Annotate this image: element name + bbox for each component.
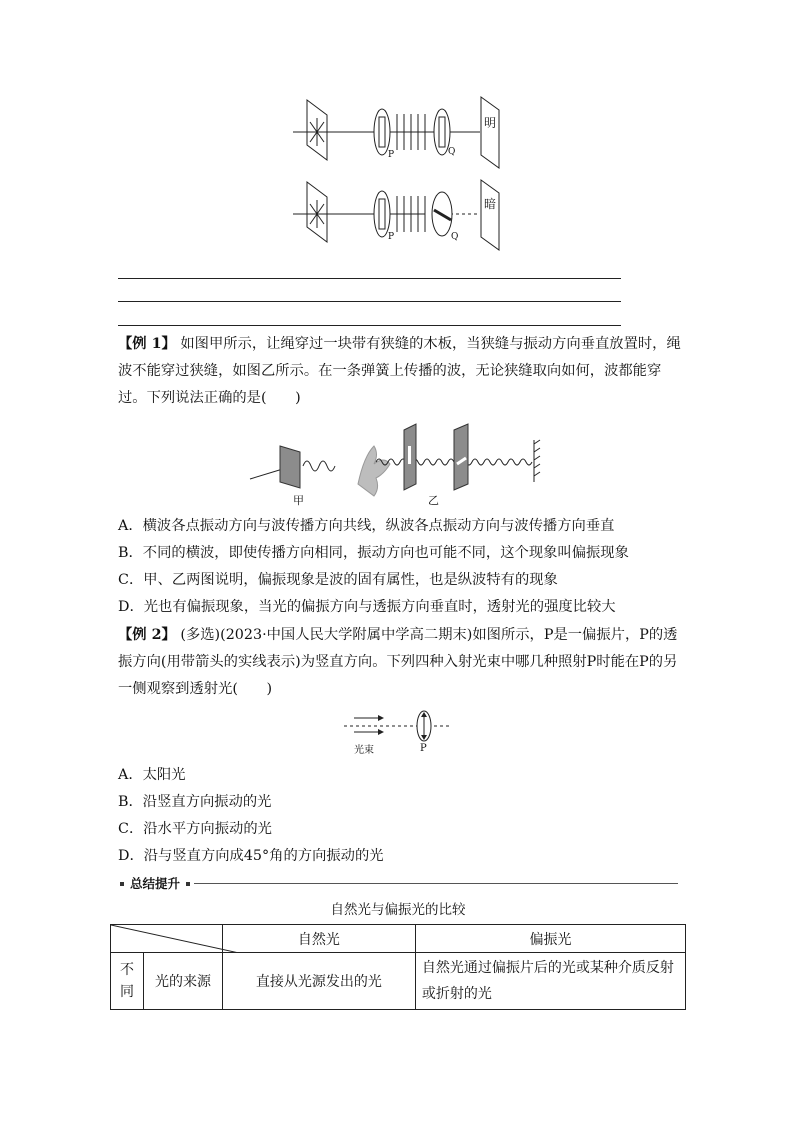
table-header-row xyxy=(111,925,686,953)
example1-tag: 【例 1】 xyxy=(118,336,176,352)
example2-option-b: B．沿竖直方向振动的光 xyxy=(118,794,272,810)
example1-question xyxy=(118,331,688,412)
summary-header xyxy=(118,874,678,894)
example2-option-c: C．沿水平方向振动的光 xyxy=(118,821,272,837)
example1-option-d: D．光也有偏振现象，当光的偏振方向与透振方向垂直时，透射光的强度比较大 xyxy=(118,599,616,615)
answer-line xyxy=(118,325,621,326)
header-natural: 自然光 xyxy=(222,925,415,953)
natural-cell: 直接从光源发出的光 xyxy=(222,953,415,1010)
table-row xyxy=(111,953,686,1010)
label-beam: 光束 xyxy=(354,745,374,756)
row-dark xyxy=(293,180,499,250)
rope-spring-figure xyxy=(248,422,548,508)
example2-option-a: A．太阳光 xyxy=(118,767,186,783)
label-q-row2: Q xyxy=(451,232,459,242)
summary-title: 总结提升 xyxy=(130,876,181,891)
polarizer-diagram xyxy=(285,92,510,257)
label-p-row1: P xyxy=(388,150,395,160)
label-jia: 甲 xyxy=(293,494,304,507)
row-bright xyxy=(293,97,499,168)
example2-tag: 【例 2】 xyxy=(118,627,176,643)
example1-option-a: A．横波各点振动方向与波传播方向共线，纵波各点振动方向与波传播方向垂直 xyxy=(118,518,615,534)
example1-option-c: C．甲、乙两图说明，偏振现象是波的固有属性，也是纵波特有的现象 xyxy=(118,572,558,588)
table-caption: 自然光与偏振光的比较 xyxy=(330,902,466,918)
example2-question xyxy=(118,622,688,703)
label-p-row2: P xyxy=(388,232,395,242)
example2-option-d: D．沿与竖直方向成45°角的方向振动的光 xyxy=(118,848,384,864)
polarizer-figure xyxy=(285,92,510,257)
diagonal-header-cell xyxy=(111,925,223,953)
example1-text: 如图甲所示，让绳穿过一块带有狭缝的木板，当狭缝与振动方向垂直放置时，绳波不能穿过狭缝，如图乙所示。在一条弹簧上传播的波，无论狭缝取向如何，波都能穿过。下列说法正确的是( ) xyxy=(118,336,681,406)
group-cell: 不同 xyxy=(111,953,144,1010)
bullet-dot xyxy=(120,882,124,886)
example2-text: (多选)(2023·中国人民大学附属中学高二期末)如图所示，P是一偏振片，P的透振方向(用带箭头的实线表示)为竖直方向。下列四种入射光束中哪几种照射P时能在P的另一侧观察到透射光( ) xyxy=(118,627,678,697)
label-q-row1: Q xyxy=(448,147,456,157)
summary-divider xyxy=(194,883,678,884)
beam-polarizer-figure xyxy=(342,708,454,758)
label-p-beam: P xyxy=(420,743,427,754)
label-dark: 暗 xyxy=(484,197,497,211)
answer-line xyxy=(118,301,621,302)
polarized-cell: 自然光通过偏振片后的光或某种介质反射或折射的光 xyxy=(415,953,685,1010)
label-yi: 乙 xyxy=(428,494,439,507)
header-polarized: 偏振光 xyxy=(415,925,685,953)
diagonal-line xyxy=(111,925,239,953)
answer-line xyxy=(118,278,621,279)
item-cell: 光的来源 xyxy=(144,953,223,1010)
bullet-dot xyxy=(186,882,190,886)
label-bright: 明 xyxy=(484,116,497,130)
comparison-table xyxy=(110,924,686,1010)
example1-option-b: B．不同的横波，即使传播方向相同，振动方向也可能不同，这个现象叫偏振现象 xyxy=(118,545,629,561)
